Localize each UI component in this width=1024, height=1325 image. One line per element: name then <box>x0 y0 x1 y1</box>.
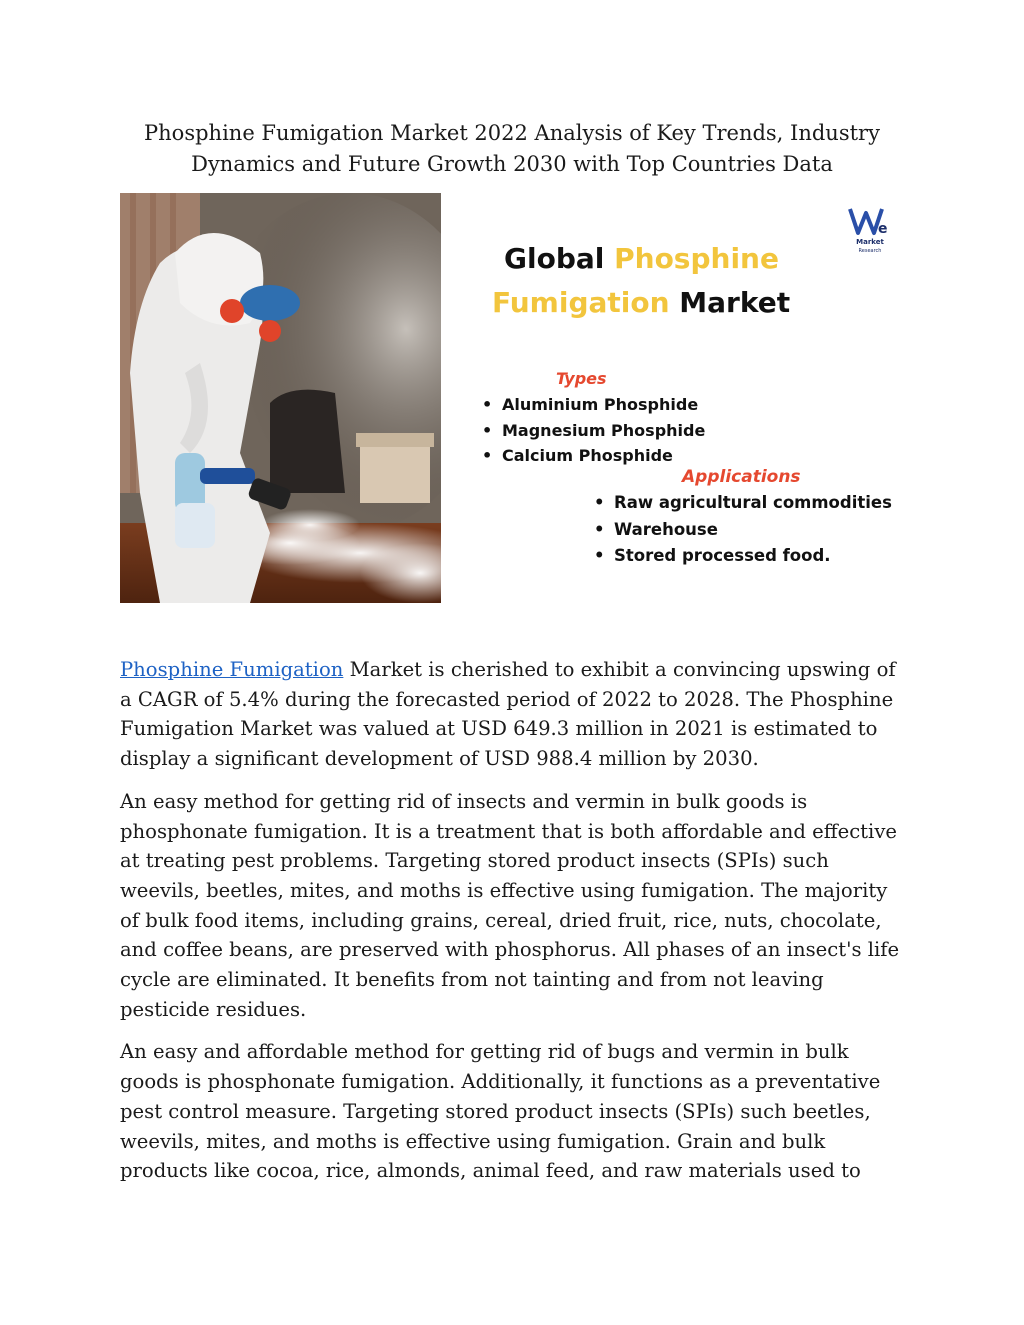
phosphine-fumigation-link[interactable]: Phosphine Fumigation <box>120 658 344 681</box>
application-item: • Stored processed food. <box>592 543 892 570</box>
title-line-1: Phosphine Fumigation Market 2022 Analysis of Key Trends, Industry <box>144 121 880 145</box>
banner-title-fumigation: Fumigation <box>492 286 670 319</box>
banner-title-row-2 <box>492 281 790 325</box>
market-banner <box>120 193 904 603</box>
paragraph-3: An easy and affordable method for getting rid of bugs and vermin in bulk goods is phosphonate fumigation. Additionally, it functions as a preventative pest control measure. Targeting stored product insects (SPIs) such beetles, weevils, mites, and moths is effective using fumigation. Grain and bulk products like cocoa, rice, almonds, animal feed, and raw materials used to <box>120 1040 881 1183</box>
type-item: • Magnesium Phosphide <box>480 418 705 444</box>
paragraph-2: An easy method for getting rid of insects and vermin in bulk goods is phosphonate fumigation. It is a treatment that is both affordable and effective at treating pest problems. Targeting stored product insects (SPIs) such weevils, beetles, mites, and moths is effective using fumigation. The majority of bulk food items, including grains, cereal, dried fruit, rice, nuts, chocolate, and coffee beans, are preserved with phosphorus. All phases of an insect's life cycle are eliminated. It benefits from not tainting and from not leaving pesticide residues. <box>120 789 900 1021</box>
application-item: • Raw agricultural commodities <box>592 490 892 517</box>
banner-title-row-1 <box>504 237 802 281</box>
paragraph-1 <box>120 655 904 774</box>
banner-title-global: Global <box>504 242 605 275</box>
applications-list <box>592 490 892 570</box>
type-item: • Calcium Phosphide <box>480 443 705 469</box>
fumigation-worker-illustration <box>120 193 441 603</box>
banner-title <box>492 237 802 325</box>
types-list <box>480 392 705 469</box>
applications-heading: Applications <box>682 467 801 487</box>
svg-text:e: e <box>878 221 888 237</box>
title-line-2: Dynamics and Future Growth 2030 with Top Countries Data <box>191 152 833 176</box>
paragraph-1-text: Market is cherished to exhibit a convincing upswing of a CAGR of 5.4% during the forecasted period of 2022 to 2028. The Phosphine Fumigation Market was valued at USD 649.3 million in 2021 is estimated to display a significant development of USD 988.4 million by 2030. <box>120 658 896 771</box>
logo-text-market: Market <box>856 238 884 246</box>
we-market-research-logo <box>848 203 892 255</box>
application-item: • Warehouse <box>592 517 892 544</box>
fumigation-worker-photo <box>120 193 441 603</box>
document-body <box>120 655 904 1199</box>
types-heading: Types <box>556 369 607 388</box>
logo-text-research: Research <box>858 248 882 254</box>
type-item: • Aluminium Phosphide <box>480 392 705 418</box>
banner-title-phosphine: Phosphine <box>614 242 779 275</box>
banner-title-market: Market <box>679 286 791 319</box>
document-title <box>120 118 904 180</box>
